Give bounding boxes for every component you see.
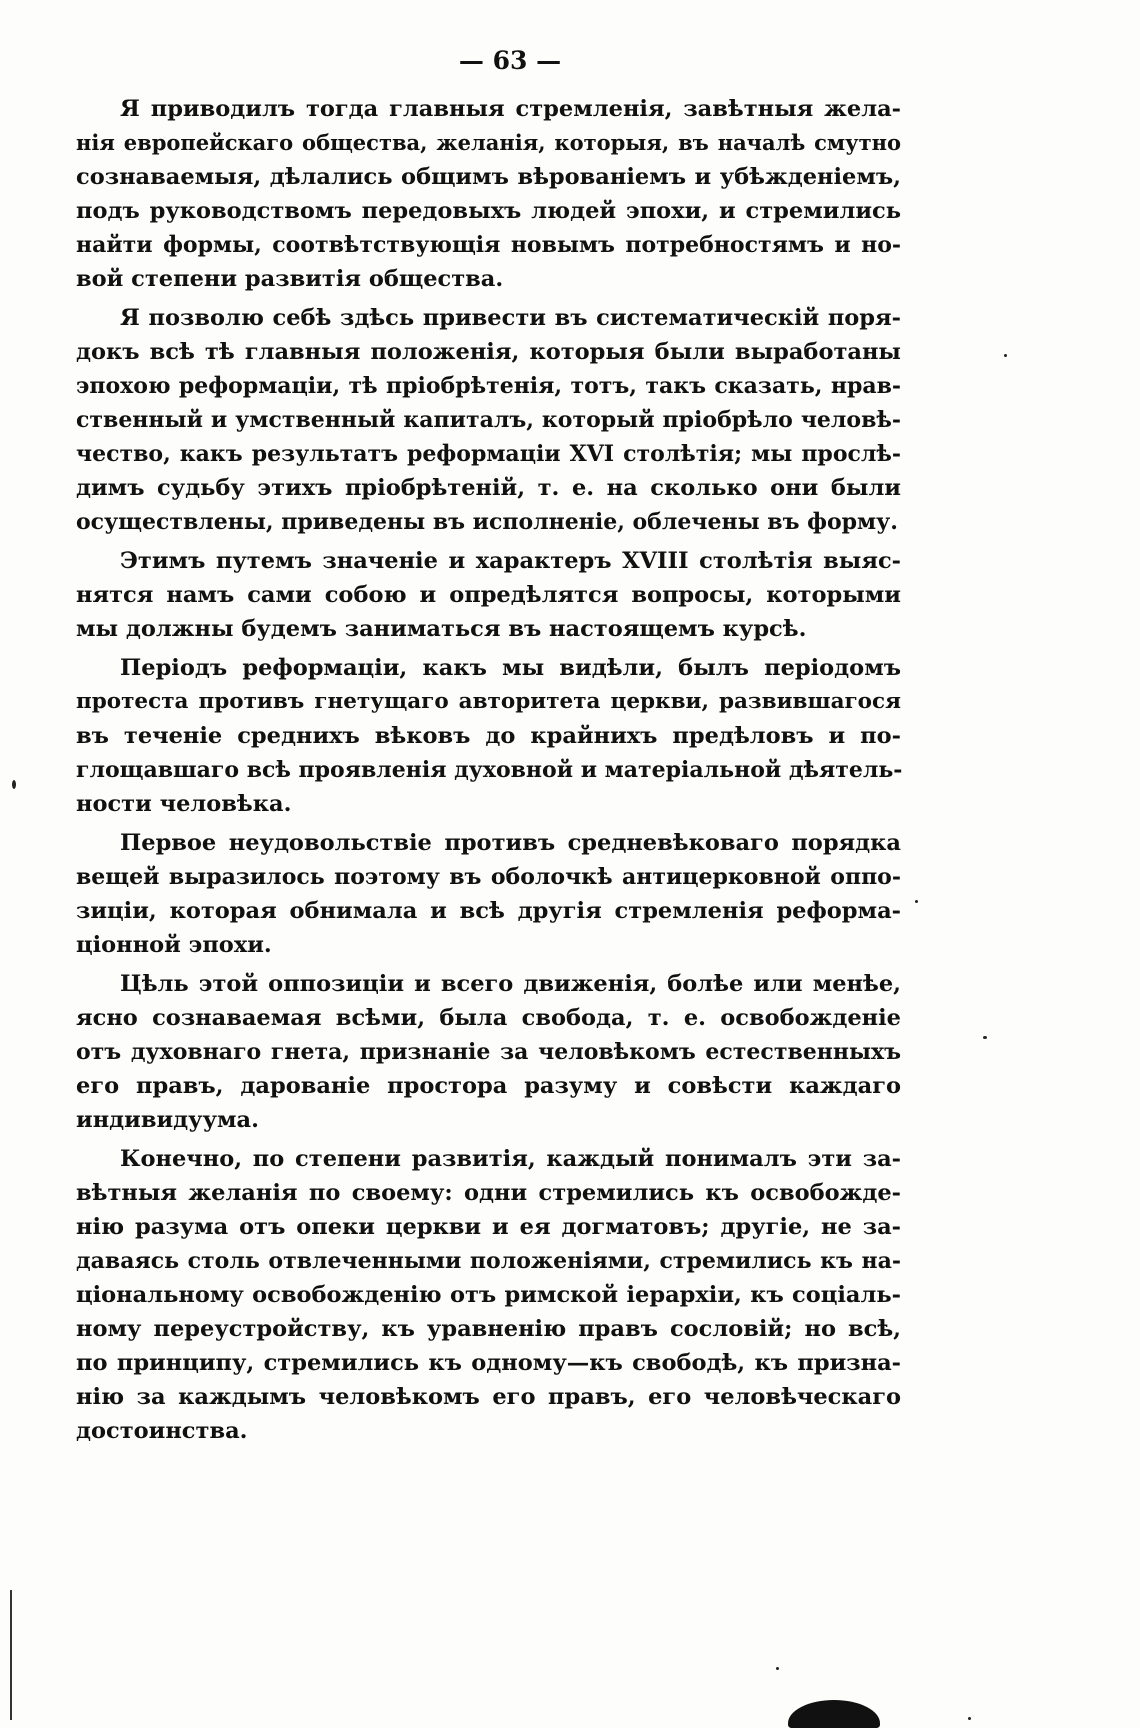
text-line: протеста противъ гнетущаго авторитета церкви, развившагося bbox=[76, 689, 901, 714]
text-line: ціональному освобожденію отъ римской іерархіи, къ соціаль- bbox=[76, 1282, 901, 1308]
text-line: его правъ, дарованіе простора разуму и совѣсти каждаго bbox=[76, 1073, 901, 1099]
text-line: сознаваемыя, дѣлались общимъ вѣрованіемъ и убѣжденіемъ, bbox=[76, 164, 901, 190]
text-line: нія европейскаго общества, желанія, которыя, въ началѣ смутно bbox=[76, 130, 901, 155]
text-line: осуществлены, приведены въ исполненіе, облечены въ форму. bbox=[76, 509, 898, 535]
page-number: — 63 — bbox=[458, 46, 562, 75]
text-line: эпохою реформаціи, тѣ пріобрѣтенія, тотъ, такъ сказать, нрав- bbox=[76, 373, 901, 399]
text-line: Цѣль этой оппозиціи и всего движенія, болѣе или менѣе, bbox=[120, 971, 901, 997]
paragraph bbox=[76, 1142, 901, 1448]
text-line: нятся намъ сами собою и опредѣлятся вопросы, которыми bbox=[76, 582, 901, 608]
paragraph bbox=[76, 301, 901, 539]
text-line: нію за каждымъ человѣкомъ его правъ, его человѣческаго bbox=[76, 1384, 901, 1410]
text-line: ности человѣка. bbox=[76, 791, 292, 817]
text-line: отъ духовнаго гнета, признаніе за человѣкомъ естественныхъ bbox=[76, 1039, 901, 1065]
text-line: чество, какъ результатъ реформаціи XVI столѣтія; мы прослѣ- bbox=[76, 441, 901, 467]
text-line: вой степени развитія общества. bbox=[76, 266, 504, 292]
text-line: Первое неудовольствіе противъ средневѣковаго порядка bbox=[120, 830, 901, 856]
text-line: глощавшаго всѣ проявленія духовной и матеріальной дѣятель- bbox=[76, 757, 903, 783]
text-line: ясно сознаваемая всѣми, была свобода, т. е. освобожденіе bbox=[76, 1005, 901, 1031]
text-line: ному переустройству, къ уравненію правъ сословій; но всѣ, bbox=[76, 1316, 901, 1342]
scan-speck bbox=[776, 1667, 779, 1670]
text-line: мы должны будемъ заниматься въ настоящемъ курсѣ. bbox=[76, 616, 807, 642]
scan-speck bbox=[968, 1717, 971, 1720]
scan-speck bbox=[1004, 354, 1007, 357]
text-line: Я позволю себѣ здѣсь привести въ систематическій поря- bbox=[120, 305, 901, 331]
text-line: достоинства. bbox=[76, 1418, 248, 1444]
text-line: Конечно, по степени развитія, каждый понималъ эти за- bbox=[120, 1146, 901, 1172]
text-line: нію разума отъ опеки церкви и ея догматовъ; другіе, не за- bbox=[76, 1214, 901, 1240]
paragraph bbox=[76, 92, 901, 296]
paragraph bbox=[76, 651, 901, 821]
body-text bbox=[76, 92, 901, 1453]
paragraph bbox=[76, 544, 901, 646]
paragraph bbox=[76, 967, 901, 1137]
paragraph bbox=[76, 826, 901, 962]
text-line: даваясь столь отвлеченными положеніями, стремились къ на- bbox=[76, 1248, 901, 1274]
text-line: индивидуума. bbox=[76, 1107, 259, 1133]
text-line: димъ судьбу этихъ пріобрѣтеній, т. е. на сколько они были bbox=[76, 475, 901, 501]
text-line: зиціи, которая обнимала и всѣ другія стремленія реформа- bbox=[76, 898, 901, 924]
text-line: докъ всѣ тѣ главныя положенія, которыя были выработаны bbox=[76, 339, 901, 365]
text-line: по принципу, стремились къ одному—къ свободѣ, къ призна- bbox=[76, 1350, 901, 1376]
scan-speck bbox=[12, 780, 16, 789]
text-line: вѣтныя желанія по своему: одни стремились къ освобожде- bbox=[76, 1180, 901, 1206]
scan-speck bbox=[915, 900, 918, 903]
ink-blot bbox=[788, 1700, 880, 1728]
text-line: ціонной эпохи. bbox=[76, 932, 272, 958]
text-line: въ теченіе среднихъ вѣковъ до крайнихъ предѣловъ и по- bbox=[76, 723, 901, 749]
text-line: найти формы, соотвѣтствующія новымъ потребностямъ и но- bbox=[76, 232, 901, 258]
text-line: подъ руководствомъ передовыхъ людей эпохи, и стремились bbox=[76, 198, 901, 224]
text-line: Я приводилъ тогда главныя стремленія, завѣтныя жела- bbox=[120, 96, 901, 122]
text-line: ственный и умственный капиталъ, который пріобрѣло человѣ- bbox=[76, 407, 901, 433]
text-line: Періодъ реформаціи, какъ мы видѣли, былъ періодомъ bbox=[120, 655, 901, 681]
text-line: Этимъ путемъ значеніе и характеръ XVIII столѣтія выяс- bbox=[120, 548, 901, 574]
scan-speck bbox=[983, 1036, 987, 1039]
scan-margin-line bbox=[10, 1590, 12, 1720]
text-line: вещей выразилось поэтому въ оболочкѣ антицерковной оппо- bbox=[76, 864, 901, 890]
